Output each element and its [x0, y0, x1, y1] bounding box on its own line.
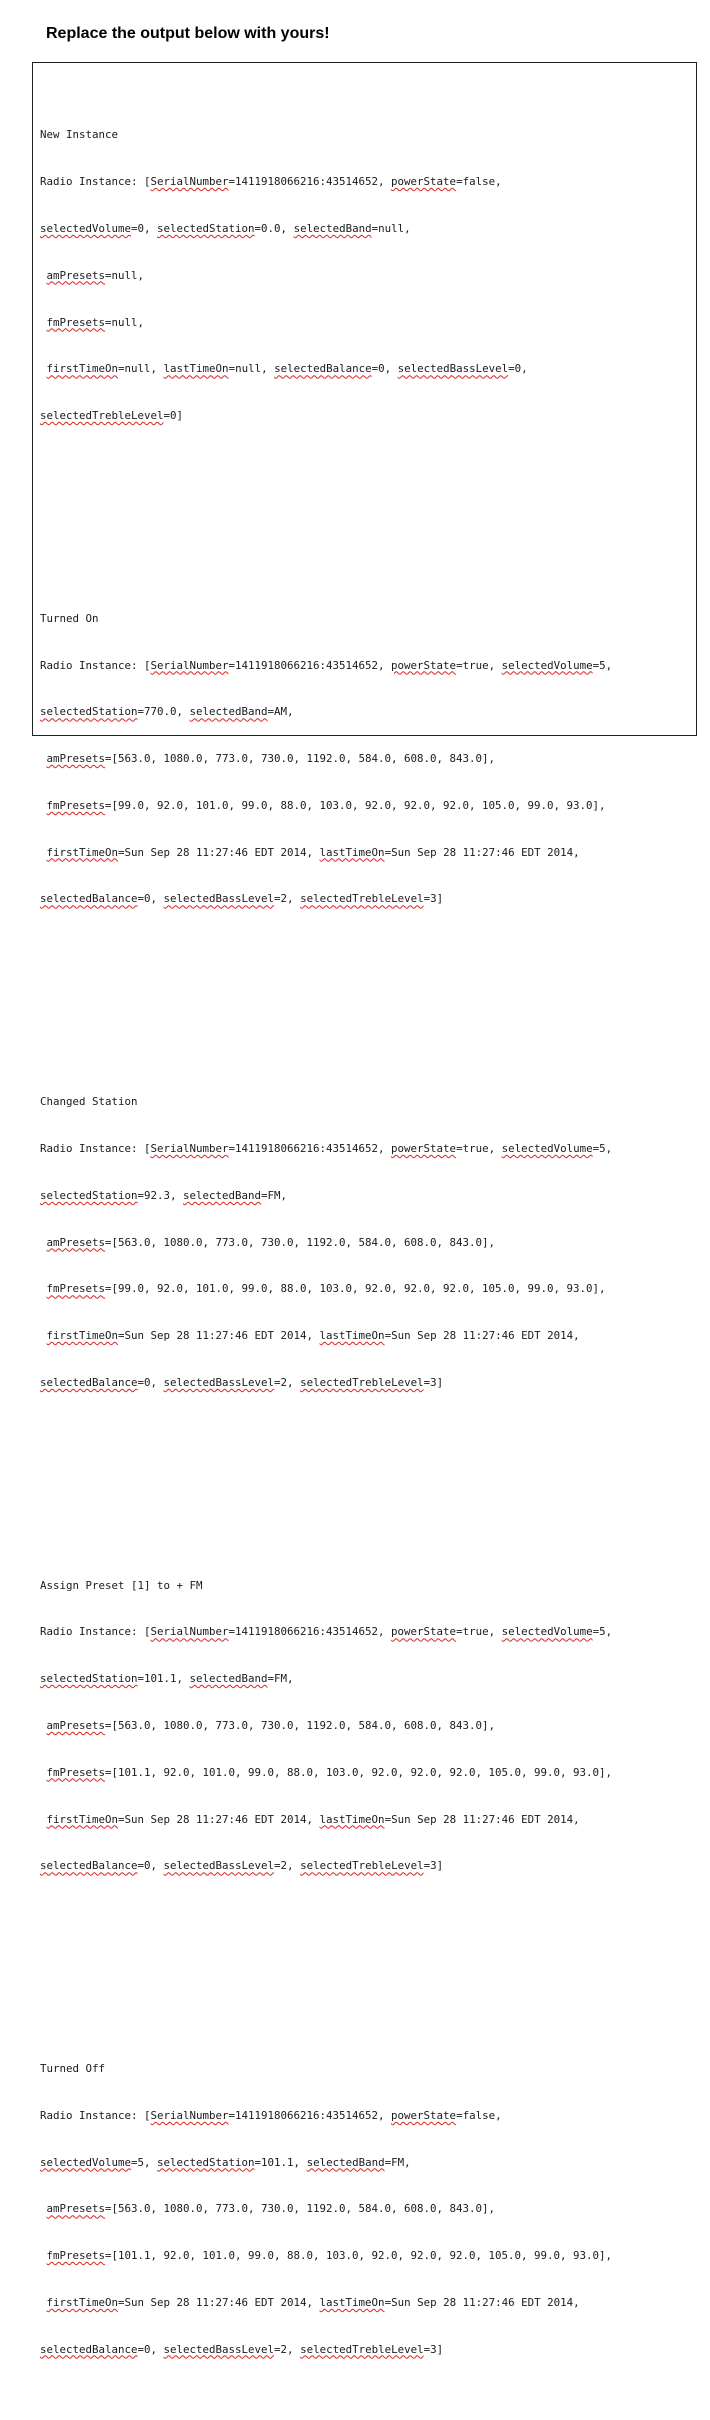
block-title: Assign Preset [1] to + FM	[40, 1578, 203, 1592]
spellcheck-underlined-word: selectedBand	[189, 705, 268, 719]
spellcheck-underlined-word: fmPresets	[46, 2249, 106, 2263]
spellcheck-underlined-word: selectedStation	[40, 705, 138, 719]
block-spacer	[40, 1500, 612, 1516]
output-block-turned-off	[40, 2030, 612, 2389]
spellcheck-underlined-word: firstTimeOn	[46, 1812, 119, 1826]
block-title: New Instance	[40, 128, 119, 142]
spellcheck-underlined-word: selectedBand	[183, 1188, 262, 1202]
spellcheck-underlined-word: selectedBand	[293, 221, 372, 235]
instructions-heading: Replace the output below with yours!	[46, 25, 330, 42]
output-line: fmPresets=[101.1, 92.0, 101.0, 99.0, 88.0, 103.0, 92.0, 92.0, 92.0, 105.0, 99.0, 93.0],	[46, 2249, 613, 2263]
spellcheck-underlined-word: powerState	[391, 175, 457, 189]
spellcheck-underlined-word: powerState	[391, 658, 457, 672]
spellcheck-underlined-word: fmPresets	[46, 1765, 106, 1779]
spellcheck-underlined-word: selectedVolume	[501, 1141, 593, 1155]
spellcheck-underlined-word: selectedStation	[40, 1188, 138, 1202]
output-line: selectedBalance=0, selectedBassLevel=2, selectedTrebleLevel=3]	[40, 1375, 444, 1389]
spellcheck-underlined-word: selectedBassLevel	[163, 1859, 275, 1873]
spellcheck-underlined-word: SerialNumber	[150, 1141, 229, 1155]
spellcheck-underlined-word: selectedVolume	[501, 658, 593, 672]
spellcheck-underlined-word: selectedTrebleLevel	[40, 409, 164, 423]
spellcheck-underlined-word: fmPresets	[46, 1282, 106, 1296]
spellcheck-underlined-word: selectedBand	[306, 2155, 385, 2169]
output-line: fmPresets=[99.0, 92.0, 101.0, 99.0, 88.0, 103.0, 92.0, 92.0, 92.0, 105.0, 99.0, 93.0],	[46, 1282, 606, 1296]
spellcheck-underlined-word: selectedBassLevel	[163, 2342, 275, 2356]
block-spacer	[40, 1936, 612, 1952]
output-line: selectedVolume=5, selectedStation=101.1, selectedBand=FM,	[40, 2155, 411, 2169]
output-line: fmPresets=[99.0, 92.0, 101.0, 99.0, 88.0, 103.0, 92.0, 92.0, 92.0, 105.0, 99.0, 93.0],	[46, 798, 606, 812]
spellcheck-underlined-word: amPresets	[46, 2202, 106, 2216]
block-spacer	[40, 486, 612, 502]
spellcheck-underlined-word: amPresets	[46, 268, 106, 282]
spellcheck-underlined-word: firstTimeOn	[46, 2295, 119, 2309]
output-line: Radio Instance: [SerialNumber=1411918066216:43514652, powerState=true, selectedVolume=5,	[40, 1625, 613, 1639]
spellcheck-underlined-word: selectedVolume	[40, 2155, 132, 2169]
output-line: firstTimeOn=Sun Sep 28 11:27:46 EDT 2014, lastTimeOn=Sun Sep 28 11:27:46 EDT 2014,	[46, 1812, 580, 1826]
spellcheck-underlined-word: selectedBalance	[40, 892, 138, 906]
output-line: amPresets=[563.0, 1080.0, 773.0, 730.0, 1192.0, 584.0, 608.0, 843.0],	[46, 1235, 496, 1249]
spellcheck-underlined-word: SerialNumber	[150, 658, 229, 672]
output-line: firstTimeOn=Sun Sep 28 11:27:46 EDT 2014, lastTimeOn=Sun Sep 28 11:27:46 EDT 2014,	[46, 845, 580, 859]
output-line: amPresets=null,	[46, 268, 145, 282]
output-line: selectedVolume=0, selectedStation=0.0, selectedBand=null,	[40, 221, 411, 235]
spellcheck-underlined-word: lastTimeOn	[319, 845, 385, 859]
spellcheck-underlined-word: firstTimeOn	[46, 845, 119, 859]
output-line: selectedTrebleLevel=0]	[40, 409, 184, 423]
spellcheck-underlined-word: selectedTrebleLevel	[300, 892, 424, 906]
output-line: selectedBalance=0, selectedBassLevel=2, selectedTrebleLevel=3]	[40, 892, 444, 906]
spellcheck-underlined-word: powerState	[391, 1141, 457, 1155]
block-spacer	[40, 1453, 612, 1469]
spellcheck-underlined-word: selectedBalance	[40, 1375, 138, 1389]
output-block-turned-on	[40, 580, 612, 939]
spellcheck-underlined-word: selectedBand	[189, 1672, 268, 1686]
output-line: selectedBalance=0, selectedBassLevel=2, selectedTrebleLevel=3]	[40, 1859, 444, 1873]
spellcheck-underlined-word: selectedBalance	[40, 1859, 138, 1873]
spellcheck-underlined-word: selectedVolume	[40, 221, 132, 235]
output-block-assign-preset	[40, 1546, 612, 1905]
spellcheck-underlined-word: lastTimeOn	[163, 362, 229, 376]
output-block-changed-station	[40, 1063, 612, 1422]
output-block-new-instance	[40, 96, 612, 455]
spellcheck-underlined-word: firstTimeOn	[46, 1329, 119, 1343]
output-line: fmPresets=null,	[46, 315, 145, 329]
spellcheck-underlined-word: selectedStation	[157, 2155, 255, 2169]
spellcheck-underlined-word: amPresets	[46, 1718, 106, 1732]
spellcheck-underlined-word: amPresets	[46, 1235, 106, 1249]
output-line: firstTimeOn=Sun Sep 28 11:27:46 EDT 2014, lastTimeOn=Sun Sep 28 11:27:46 EDT 2014,	[46, 1329, 580, 1343]
spellcheck-underlined-word: amPresets	[46, 752, 106, 766]
spellcheck-underlined-word: SerialNumber	[150, 1625, 229, 1639]
spellcheck-underlined-word: selectedTrebleLevel	[300, 1859, 424, 1873]
spellcheck-underlined-word: selectedBalance	[274, 362, 372, 376]
block-spacer	[40, 969, 612, 985]
spellcheck-underlined-word: selectedBassLevel	[163, 892, 275, 906]
spellcheck-underlined-word: lastTimeOn	[319, 2295, 385, 2309]
block-spacer	[40, 1983, 612, 1999]
output-line: selectedStation=101.1, selectedBand=FM,	[40, 1672, 294, 1686]
output-line: firstTimeOn=Sun Sep 28 11:27:46 EDT 2014, lastTimeOn=Sun Sep 28 11:27:46 EDT 2014,	[46, 2295, 580, 2309]
output-line: amPresets=[563.0, 1080.0, 773.0, 730.0, 1192.0, 584.0, 608.0, 843.0],	[46, 2202, 496, 2216]
block-title: Turned On	[40, 611, 99, 625]
spellcheck-underlined-word: selectedBassLevel	[163, 1375, 275, 1389]
block-title: Changed Station	[40, 1095, 138, 1109]
output-line: Radio Instance: [SerialNumber=1411918066216:43514652, powerState=true, selectedVolume=5,	[40, 658, 613, 672]
output-line: selectedStation=770.0, selectedBand=AM,	[40, 705, 294, 719]
output-line: amPresets=[563.0, 1080.0, 773.0, 730.0, 1192.0, 584.0, 608.0, 843.0],	[46, 1718, 496, 1732]
spellcheck-underlined-word: SerialNumber	[150, 2108, 229, 2122]
block-spacer	[40, 533, 612, 549]
spellcheck-underlined-word: firstTimeOn	[46, 362, 119, 376]
spellcheck-underlined-word: selectedBassLevel	[397, 362, 509, 376]
block-spacer	[40, 1016, 612, 1032]
block-title: Turned Off	[40, 2062, 106, 2075]
spellcheck-underlined-word: SerialNumber	[150, 175, 229, 189]
spellcheck-underlined-word: fmPresets	[46, 798, 106, 812]
spellcheck-underlined-word: selectedStation	[157, 221, 255, 235]
spellcheck-underlined-word: selectedTrebleLevel	[300, 2342, 424, 2356]
spellcheck-underlined-word: lastTimeOn	[319, 1812, 385, 1826]
output-line: Radio Instance: [SerialNumber=1411918066216:43514652, powerState=false,	[40, 2108, 502, 2122]
spellcheck-underlined-word: powerState	[391, 2108, 457, 2122]
output-line: Radio Instance: [SerialNumber=1411918066216:43514652, powerState=false,	[40, 175, 502, 189]
output-line: fmPresets=[101.1, 92.0, 101.0, 99.0, 88.0, 103.0, 92.0, 92.0, 92.0, 105.0, 99.0, 93.0],	[46, 1765, 613, 1779]
output-line: amPresets=[563.0, 1080.0, 773.0, 730.0, 1192.0, 584.0, 608.0, 843.0],	[46, 752, 496, 766]
spellcheck-underlined-word: selectedBalance	[40, 2342, 138, 2356]
spellcheck-underlined-word: selectedTrebleLevel	[300, 1375, 424, 1389]
spellcheck-underlined-word: selectedStation	[40, 1672, 138, 1686]
output-line: Radio Instance: [SerialNumber=1411918066216:43514652, powerState=true, selectedVolume=5,	[40, 1141, 613, 1155]
spellcheck-underlined-word: powerState	[391, 1625, 457, 1639]
spellcheck-underlined-word: fmPresets	[46, 315, 106, 329]
spellcheck-underlined-word: selectedVolume	[501, 1625, 593, 1639]
output-line: firstTimeOn=null, lastTimeOn=null, selectedBalance=0, selectedBassLevel=0,	[46, 362, 528, 376]
spellcheck-underlined-word: lastTimeOn	[319, 1329, 385, 1343]
program-output-text	[40, 65, 612, 2420]
program-output-box	[32, 62, 697, 2356]
output-line: selectedStation=92.3, selectedBand=FM,	[40, 1188, 288, 1202]
output-line: selectedBalance=0, selectedBassLevel=2, selectedTrebleLevel=3]	[40, 2342, 444, 2356]
